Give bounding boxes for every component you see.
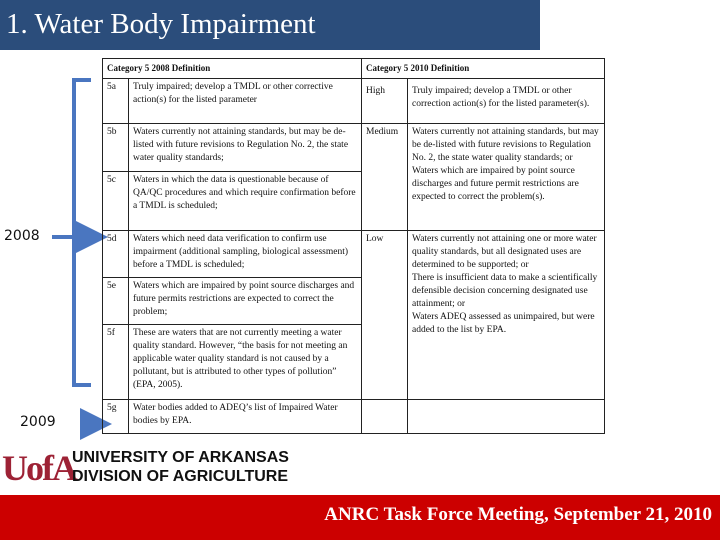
definition-2010: Truly impaired; develop a TMDL or other correction action(s) for the listed parameter(s). xyxy=(408,79,605,124)
footer-bar xyxy=(0,495,720,540)
definition-2008: Waters in which the data is questionable because of QA/QC procedures and which require confirmation before a TMDL is scheduled; xyxy=(129,172,362,231)
bracket-2008 xyxy=(74,80,91,385)
definition-2010: Waters currently not attaining standards, but may be de-listed with future revisions to Regulation No. 2, the state water quality standards; or Waters which are impaired by point source discharges and future permit restrictions are expected to correct the problem(s). xyxy=(408,124,605,231)
category-code: 5e xyxy=(103,278,129,325)
table-row xyxy=(103,124,605,172)
category-code: 5a xyxy=(103,79,129,124)
table-row xyxy=(103,231,605,278)
priority-level: Medium xyxy=(362,124,408,231)
logo-line-division: DIVISION OF AGRICULTURE xyxy=(72,468,288,485)
table-header-row xyxy=(103,59,605,79)
year-2009-label: 2009 xyxy=(20,414,56,430)
empty-cell xyxy=(362,400,408,434)
header-2008: Category 5 2008 Definition xyxy=(103,59,362,79)
empty-cell xyxy=(408,400,605,434)
definition-2008: These are waters that are not currently meeting a water quality standard. However, “the basis for not meeting an applicable water quality standard is not caused by a pollutant, but is attributed to other types of pollution” (EPA, 2005). xyxy=(129,325,362,400)
category5-comparison-table xyxy=(102,58,605,434)
slide-title: 1. Water Body Impairment xyxy=(6,8,316,40)
year-2008-label: 2008 xyxy=(4,228,40,244)
header-2010: Category 5 2010 Definition xyxy=(362,59,605,79)
definition-2008: Truly impaired; develop a TMDL or other corrective action(s) for the listed parameter xyxy=(129,79,362,124)
category-code: 5c xyxy=(103,172,129,231)
table-row xyxy=(103,400,605,434)
university-logo xyxy=(2,446,302,490)
definition-2008: Waters currently not attaining standards, but may be de-listed with future revisions to Regulation No. 2, the state water quality standards; xyxy=(129,124,362,172)
priority-level: Low xyxy=(362,231,408,400)
definition-2008: Water bodies added to ADEQ’s list of Impaired Water bodies by EPA. xyxy=(129,400,362,434)
definition-2008: Waters which need data verification to confirm use impairment (additional sampling, biological assessment) before a TMDL is scheduled; xyxy=(129,231,362,278)
category-code: 5d xyxy=(103,231,129,278)
ua-logo-mark: UofA xyxy=(2,448,76,488)
definition-2008: Waters which are impaired by point source discharges and future permits restrictions are expected to correct the problem; xyxy=(129,278,362,325)
footer-text: ANRC Task Force Meeting, September 21, 2010 xyxy=(324,504,712,525)
logo-line-university: UNIVERSITY OF ARKANSAS xyxy=(72,449,289,466)
priority-level: High xyxy=(362,79,408,124)
category-code: 5f xyxy=(103,325,129,400)
table-row xyxy=(103,79,605,124)
category-code: 5g xyxy=(103,400,129,434)
definition-2010: Waters currently not attaining one or more water quality standards, but all designated uses are determined to be supported; or There is insufficient data to make a scientifically defensible decision concerning designated use attainment; or Waters ADEQ assessed as unimpaired, but were added to the list by EPA. xyxy=(408,231,605,400)
category-code: 5b xyxy=(103,124,129,172)
